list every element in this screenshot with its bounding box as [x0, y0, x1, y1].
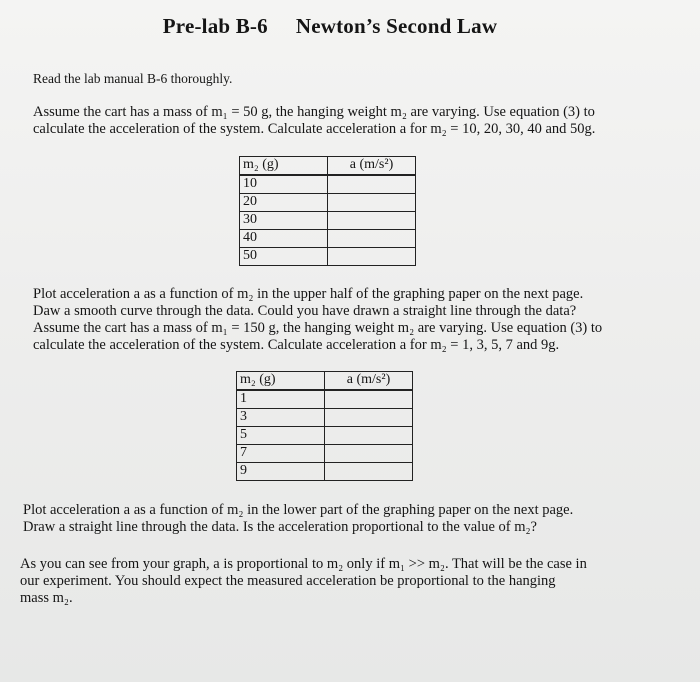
acceleration-blank-cell[interactable]	[325, 427, 413, 445]
para4-line1: As you can see from your graph, a is proportional to m₂ only if m₁ >> m₂. That will be the case in	[20, 556, 587, 572]
m2-value: 3	[237, 409, 325, 427]
page-title	[0, 14, 660, 39]
intro-text: Read the lab manual B-6 thoroughly.	[33, 71, 233, 86]
m2-value: 30	[240, 212, 328, 230]
table-header-row	[237, 372, 413, 391]
table-row	[240, 194, 416, 212]
header-m2: m₂ (g)	[237, 372, 325, 391]
table-row	[240, 230, 416, 248]
m2-value: 9	[237, 463, 325, 481]
para4-line3: mass m₂.	[20, 590, 73, 606]
table-row	[237, 445, 413, 463]
table-row	[240, 248, 416, 266]
para2-line1: Plot acceleration a as a function of m₂ in the upper half of the graphing paper on the next page.	[33, 286, 584, 302]
m2-value: 5	[237, 427, 325, 445]
para3-line2: Draw a straight line through the data. Is the acceleration proportional to the value of m₂?	[23, 519, 537, 535]
title-lab-number: Pre-lab B-6	[162, 14, 268, 38]
title-lab-name: Newton’s Second Law	[295, 14, 498, 38]
acceleration-blank-cell[interactable]	[325, 409, 413, 427]
m2-value: 50	[240, 248, 328, 266]
table-header-row	[240, 157, 416, 176]
para4-line2: our experiment. You should expect the measured acceleration be proportional to the hanging	[20, 573, 556, 589]
acceleration-blank-cell[interactable]	[325, 463, 413, 481]
table-row	[237, 409, 413, 427]
acceleration-blank-cell[interactable]	[328, 194, 416, 212]
header-m2: m₂ (g)	[240, 157, 328, 176]
m2-value: 1	[237, 390, 325, 409]
header-acceleration: a (m/s²)	[325, 372, 413, 391]
para2-line3: Assume the cart has a mass of m₁ = 150 g, the hanging weight m₂ are varying. Use equation (3) to	[33, 320, 603, 336]
table-row	[237, 427, 413, 445]
m2-value: 7	[237, 445, 325, 463]
header-acceleration: a (m/s²)	[328, 157, 416, 176]
table-row	[240, 175, 416, 194]
acceleration-blank-cell[interactable]	[328, 248, 416, 266]
acceleration-blank-cell[interactable]	[325, 390, 413, 409]
para3-line1: Plot acceleration a as a function of m₂ in the lower part of the graphing paper on the next page.	[23, 502, 574, 518]
table-row	[237, 463, 413, 481]
para1-line1: Assume the cart has a mass of m₁ = 50 g, the hanging weight m₂ are varying. Use equation (3) to	[33, 104, 595, 120]
m2-value: 40	[240, 230, 328, 248]
table-m2-1-to-9	[236, 371, 413, 481]
table-row	[240, 212, 416, 230]
m2-value: 20	[240, 194, 328, 212]
table-row	[237, 390, 413, 409]
para2-line4: calculate the acceleration of the system. Calculate acceleration a for m₂ = 1, 3, 5, 7 and 9g.	[33, 337, 560, 353]
acceleration-blank-cell[interactable]	[328, 212, 416, 230]
acceleration-blank-cell[interactable]	[328, 230, 416, 248]
para2-line2: Daw a smooth curve through the data. Could you have drawn a straight line through the data?	[33, 303, 577, 319]
table-m2-10-to-50	[239, 156, 416, 266]
para1-line2: calculate the acceleration of the system. Calculate acceleration a for m₂ = 10, 20, 30, 40 and 50g.	[33, 121, 596, 137]
acceleration-blank-cell[interactable]	[328, 175, 416, 194]
acceleration-blank-cell[interactable]	[325, 445, 413, 463]
m2-value: 10	[240, 175, 328, 194]
